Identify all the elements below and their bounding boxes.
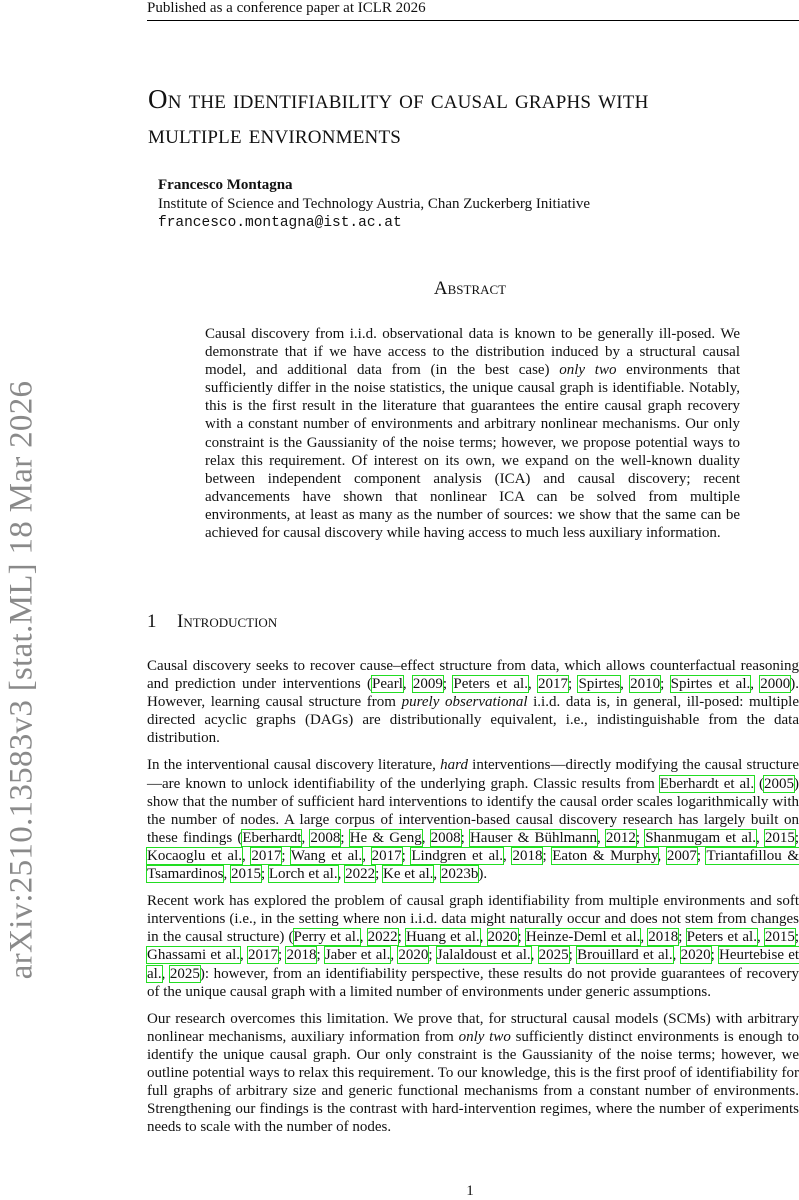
text-run: ( <box>754 775 764 792</box>
text-run: ; <box>316 947 325 964</box>
text-run: , <box>240 947 249 964</box>
text-run: ): however, from an identifiability perspective, these results do not provide guarantees of recovery of the unique causal graph with a limited number of environments under generic assumptions. <box>147 965 799 1000</box>
text-run: ; <box>660 676 671 693</box>
text-run: ) show that the number of sufficient hard interventions to identify the causal order scales logarithmically with the number of nodes. A large corpus of intervention-based causal discovery research has largely built on these findings ( <box>147 775 799 846</box>
text-run: , <box>337 866 346 883</box>
citation-link[interactable]: 2018 <box>512 847 543 864</box>
text-run: ; <box>278 947 287 964</box>
page-number: 1 <box>466 1183 474 1199</box>
citation-link[interactable]: Heinze-Deml et al. <box>525 929 641 946</box>
citation-link[interactable]: Triantafillou & Tsamardinos <box>147 847 799 883</box>
text-run: Causal discovery seeks to recover cause–effect structure from data, which allows counterfactual reasoning and prediction under interventions ( <box>147 658 799 693</box>
text-run: In the interventional causal discovery literature, <box>147 757 441 774</box>
text-run: ; <box>696 847 707 864</box>
text-run: ; <box>568 947 578 964</box>
citation-link[interactable]: 2023b <box>440 866 479 883</box>
text-run: ; <box>678 929 687 946</box>
text-run: , <box>527 676 539 693</box>
citation-link[interactable]: Kocaoglu et al. <box>147 847 242 864</box>
citation-link[interactable]: 2015 <box>764 829 795 846</box>
abstract-heading: Abstract <box>433 278 507 299</box>
text-run: , <box>359 929 368 946</box>
text-run: ; <box>517 929 526 946</box>
citation-link[interactable]: Lindgren et al. <box>411 847 504 864</box>
citation-link[interactable]: Ghassami et al. <box>147 947 241 964</box>
text-run: ; <box>375 866 383 883</box>
arxiv-identifier: arXiv:2510.13583v3 [stat.ML] 18 Mar 2026 <box>3 380 40 980</box>
citation-link[interactable]: 2008 <box>310 829 341 846</box>
text-run: ; <box>397 929 406 946</box>
text-run: ; <box>794 929 799 946</box>
text-run: ; <box>460 829 470 846</box>
text-run: , <box>362 847 372 864</box>
emphasis-text: purely observational <box>401 694 528 711</box>
citation-link[interactable]: Heurtebise et al. <box>147 947 799 982</box>
citation-link[interactable]: Huang et al. <box>405 929 480 946</box>
citation-link[interactable]: 2020 <box>487 929 518 946</box>
emphasis-text: only two <box>458 1028 511 1045</box>
citation-link[interactable]: 2017 <box>248 947 279 964</box>
paragraph <box>147 1010 799 1137</box>
abstract-text <box>205 325 740 542</box>
citation-link[interactable]: Lorch et al. <box>268 866 338 883</box>
citation-link[interactable]: Jalaldoust et al. <box>436 947 531 964</box>
paragraph <box>147 756 799 883</box>
citation-link[interactable]: Hauser & Bühlmann <box>469 829 597 846</box>
text-run: ; <box>340 829 350 846</box>
citation-link[interactable]: Pearl <box>372 676 403 693</box>
text-run: ; <box>635 829 646 846</box>
citation-link[interactable]: 2018 <box>648 929 679 946</box>
citation-link[interactable]: 2022 <box>367 929 398 946</box>
citation-link[interactable]: Peters et al. <box>686 929 757 946</box>
citation-link[interactable]: Eaton & Murphy <box>552 847 658 864</box>
citation-link[interactable]: He & Geng <box>349 829 422 846</box>
text-run: ; <box>542 847 553 864</box>
text-run: ; <box>710 947 719 964</box>
author-email[interactable]: francesco.montagna@ist.ac.at <box>158 215 402 231</box>
title-line: multiple environments <box>148 119 402 149</box>
citation-link[interactable]: 2015 <box>764 929 795 946</box>
running-header: Published as a conference paper at ICLR 2026 <box>147 0 426 16</box>
citation-link[interactable]: 2025 <box>538 947 569 964</box>
citation-link[interactable]: 2009 <box>412 676 443 693</box>
citation-link[interactable]: Peters et al. <box>453 676 528 693</box>
text-run: ; <box>442 676 454 693</box>
text-run: , <box>596 829 606 846</box>
text-run: ). However, learning causal structure from <box>147 676 799 711</box>
text-run: ; <box>401 847 412 864</box>
author-block <box>158 176 590 233</box>
citation-link[interactable]: Eberhardt et al. <box>659 775 755 792</box>
citation-link[interactable]: 2022 <box>345 866 376 883</box>
text-run: ; <box>260 866 269 883</box>
citation-link[interactable]: 2020 <box>680 947 711 964</box>
citation-link[interactable]: Spirtes <box>578 676 621 693</box>
text-run: , <box>756 929 765 946</box>
text-run: , <box>421 829 431 846</box>
text-run: ; <box>428 947 437 964</box>
citation-link[interactable]: 2012 <box>605 829 636 846</box>
author-name: Francesco Montagna <box>158 177 293 193</box>
citation-link[interactable]: 2007 <box>666 847 697 864</box>
text-run: , <box>241 847 252 864</box>
text-run: ; <box>794 829 799 846</box>
citation-link[interactable]: 2025 <box>169 965 200 982</box>
text-run: , <box>750 676 761 693</box>
text-run: , <box>161 965 170 982</box>
citation-link[interactable]: 2017 <box>538 676 569 693</box>
author-affiliation: Institute of Science and Technology Austria, Chan Zuckerberg Initiative <box>158 196 591 212</box>
paper-title <box>148 82 799 152</box>
arxiv-side-stamp <box>0 300 44 1060</box>
citation-link[interactable]: Ke et al. <box>383 866 434 883</box>
text-run: ; <box>281 847 291 864</box>
text-run: ; <box>568 676 579 693</box>
text-run: , <box>301 829 311 846</box>
text-run: sufficiently distinct environments is enough to identify the unique causal graph. Our only constraint is the Gaussianity of the noise terms; however, we outline potential ways to relax this requirement. To our knowledge, this is the first proof of identifiability for full graphs of arbitrary size and generic functional mechanisms from a constant number of environments. Strengthening our findings is the contrast with hard-intervention regimes, where the number of experiments needs to scale with the number of nodes. <box>147 1028 799 1136</box>
text-run: environments that sufficiently differ in the noise statistics, the unique causal graph is identifiable. Notably, this is the first result in the literature that guarantees the entire causal graph recovery with a constant number of environments and arbitrary nonlinear mechanisms. Our only constraint is the Gaussianity of the noise terms; however, we propose potential ways to relax this requirement. Of interest on its own, we expand on the well-known duality between independent component analysis (ICA) and causal discovery; recent advancements have shown that nonlinear ICA can be solved from multiple environments, at least as many as the number of sources: we show that the same can be achieved for causal discovery while having access to much less auxiliary information. <box>205 362 741 542</box>
citation-link[interactable]: 2008 <box>430 829 461 846</box>
text-run: Causal discovery from i.i.d. observational data is known to be generally ill-posed. We demonstrate that if we have access to the distribution induced by a structural causal model, and additional data from (in the best case) <box>205 326 740 379</box>
header-rule <box>147 20 799 21</box>
citation-link[interactable]: Wang et al. <box>290 847 363 864</box>
citation-link[interactable]: Brouillard et al. <box>577 947 673 964</box>
citation-link[interactable]: Perry et al. <box>293 929 360 946</box>
title-line: On the identifiability of causal graphs with <box>148 84 649 114</box>
citation-link[interactable]: 2010 <box>630 676 661 693</box>
citation-link[interactable]: Spirtes et al. <box>670 676 751 693</box>
section-title: Introduction <box>177 611 278 632</box>
text-run: , <box>390 947 399 964</box>
citation-link[interactable]: 2000 <box>760 676 791 693</box>
text-run: , <box>657 847 667 864</box>
text-run: , <box>672 947 681 964</box>
text-run: Our research overcomes this limitation. We prove that, for structural causal models (SCMs) with arbitrary nonlinear mechanisms, auxiliary information from <box>147 1010 799 1045</box>
text-run: , <box>755 829 765 846</box>
citation-link[interactable]: Shanmugam et al. <box>645 829 756 846</box>
section-number: 1 <box>147 611 157 632</box>
emphasis-text: hard <box>440 757 468 774</box>
text-run: i.i.d. data is, in general, ill-posed: multiple directed acyclic graphs (DAGs) are distributionally equivalent, i.e., indistinguishable from the data distribution. <box>147 694 799 747</box>
text-run: , <box>620 676 631 693</box>
emphasis-text: only two <box>559 362 617 379</box>
paragraph <box>147 657 799 747</box>
citation-link[interactable]: 2017 <box>371 847 402 864</box>
text-run: , <box>479 929 488 946</box>
text-run: , <box>530 947 539 964</box>
citation-link[interactable]: 2018 <box>286 947 317 964</box>
citation-link[interactable]: 2005 <box>764 775 794 792</box>
text-run: , <box>402 676 413 693</box>
introduction-body <box>147 657 799 1145</box>
text-run: Recent work has explored the problem of causal graph identifiability from multiple environments and soft interventions (i.e., in the setting where non i.i.d. data might naturally occur and does not stem from changes in the causal structure) ( <box>147 893 799 946</box>
paragraph <box>147 892 799 1001</box>
text-run: , <box>433 866 441 883</box>
text-run: , <box>640 929 649 946</box>
text-run: ). <box>478 866 488 883</box>
text-run: , <box>503 847 513 864</box>
citation-link[interactable]: 2017 <box>251 847 282 864</box>
text-run: interventions—directly modifying the causal structure—are known to unlock identifiability of the underlying graph. Classic results from <box>147 757 799 792</box>
text-run: , <box>223 866 231 883</box>
citation-link[interactable]: 2015 <box>230 866 261 883</box>
section-heading <box>147 611 277 633</box>
citation-link[interactable]: 2020 <box>398 947 429 964</box>
citation-link[interactable]: Eberhardt <box>242 829 302 846</box>
citation-link[interactable]: Jaber et al. <box>324 947 391 964</box>
